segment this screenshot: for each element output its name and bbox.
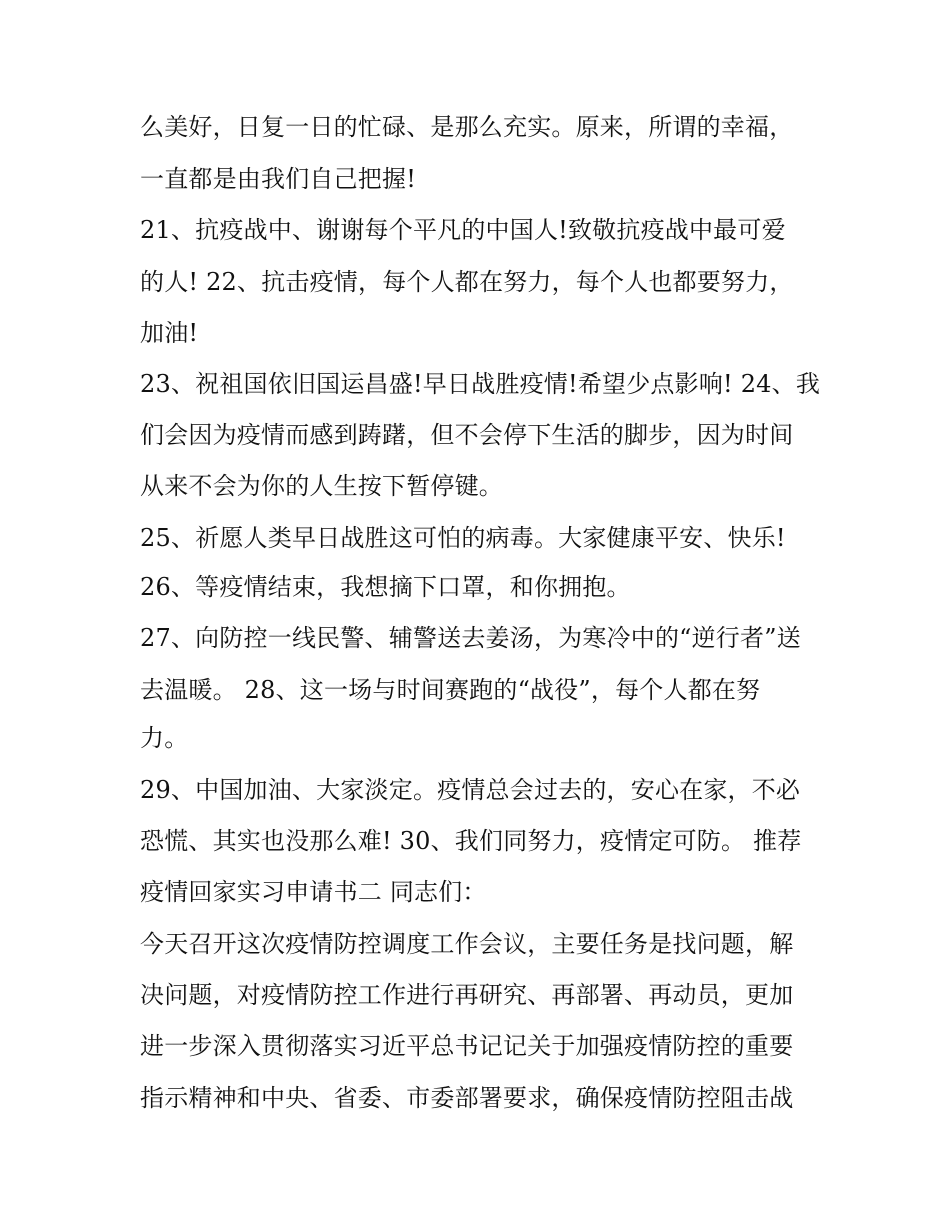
text-line-2: 一直都是由我们自己把握! <box>140 165 417 193</box>
text-line-9: 25、祈愿人类早日战胜这可怕的病毒。大家健康平安、快乐! <box>140 524 786 552</box>
text-line-15: 恐慌、其实也没那么难! 30、我们同努力，疫情定可防。 推荐 <box>140 827 802 855</box>
text-line-4: 的人! 22、抗击疫情，每个人都在努力，每个人也都要努力， <box>140 268 794 296</box>
text-line-3: 21、抗疫战中、谢谢每个平凡的中国人!致敬抗疫战中最可爱 <box>140 216 786 244</box>
text-line-17: 今天召开这次疫情防控调度工作会议，主要任务是找问题，解 <box>140 930 794 958</box>
text-line-8: 从来不会为你的人生按下暂停键。 <box>140 472 503 500</box>
text-line-7: 们会因为疫情而感到踌躇，但不会停下生活的脚步，因为时间 <box>140 421 794 449</box>
text-line-12: 去温暖。 28、这一场与时间赛跑的“战役”，每个人都在努 <box>140 676 761 704</box>
text-line-10: 26、等疫情结束，我想摘下口罩，和你拥抱。 <box>140 573 631 601</box>
text-line-5: 加油! <box>140 319 199 347</box>
text-line-20: 指示精神和中央、省委、市委部署要求，确保疫情防控阻击战 <box>140 1084 794 1112</box>
text-line-1: 么美好，日复一日的忙碌、是那么充实。原来，所谓的幸福， <box>140 113 794 141</box>
text-line-19: 进一步深入贯彻落实习近平总书记记关于加强疫情防控的重要 <box>140 1032 794 1060</box>
text-line-13: 力。 <box>140 724 189 752</box>
text-line-6: 23、祝祖国依旧国运昌盛!早日战胜疫情!希望少点影响! 24、我 <box>140 370 821 398</box>
text-line-16: 疫情回家实习申请书二 同志们： <box>140 878 487 906</box>
text-line-11: 27、向防控一线民警、辅警送去姜汤，为寒冷中的“逆行者”送 <box>140 624 801 652</box>
text-line-18: 决问题，对疫情防控工作进行再研究、再部署、再动员，更加 <box>140 981 794 1009</box>
text-line-14: 29、中国加油、大家淡定。疫情总会过去的，安心在家，不必 <box>140 776 801 804</box>
